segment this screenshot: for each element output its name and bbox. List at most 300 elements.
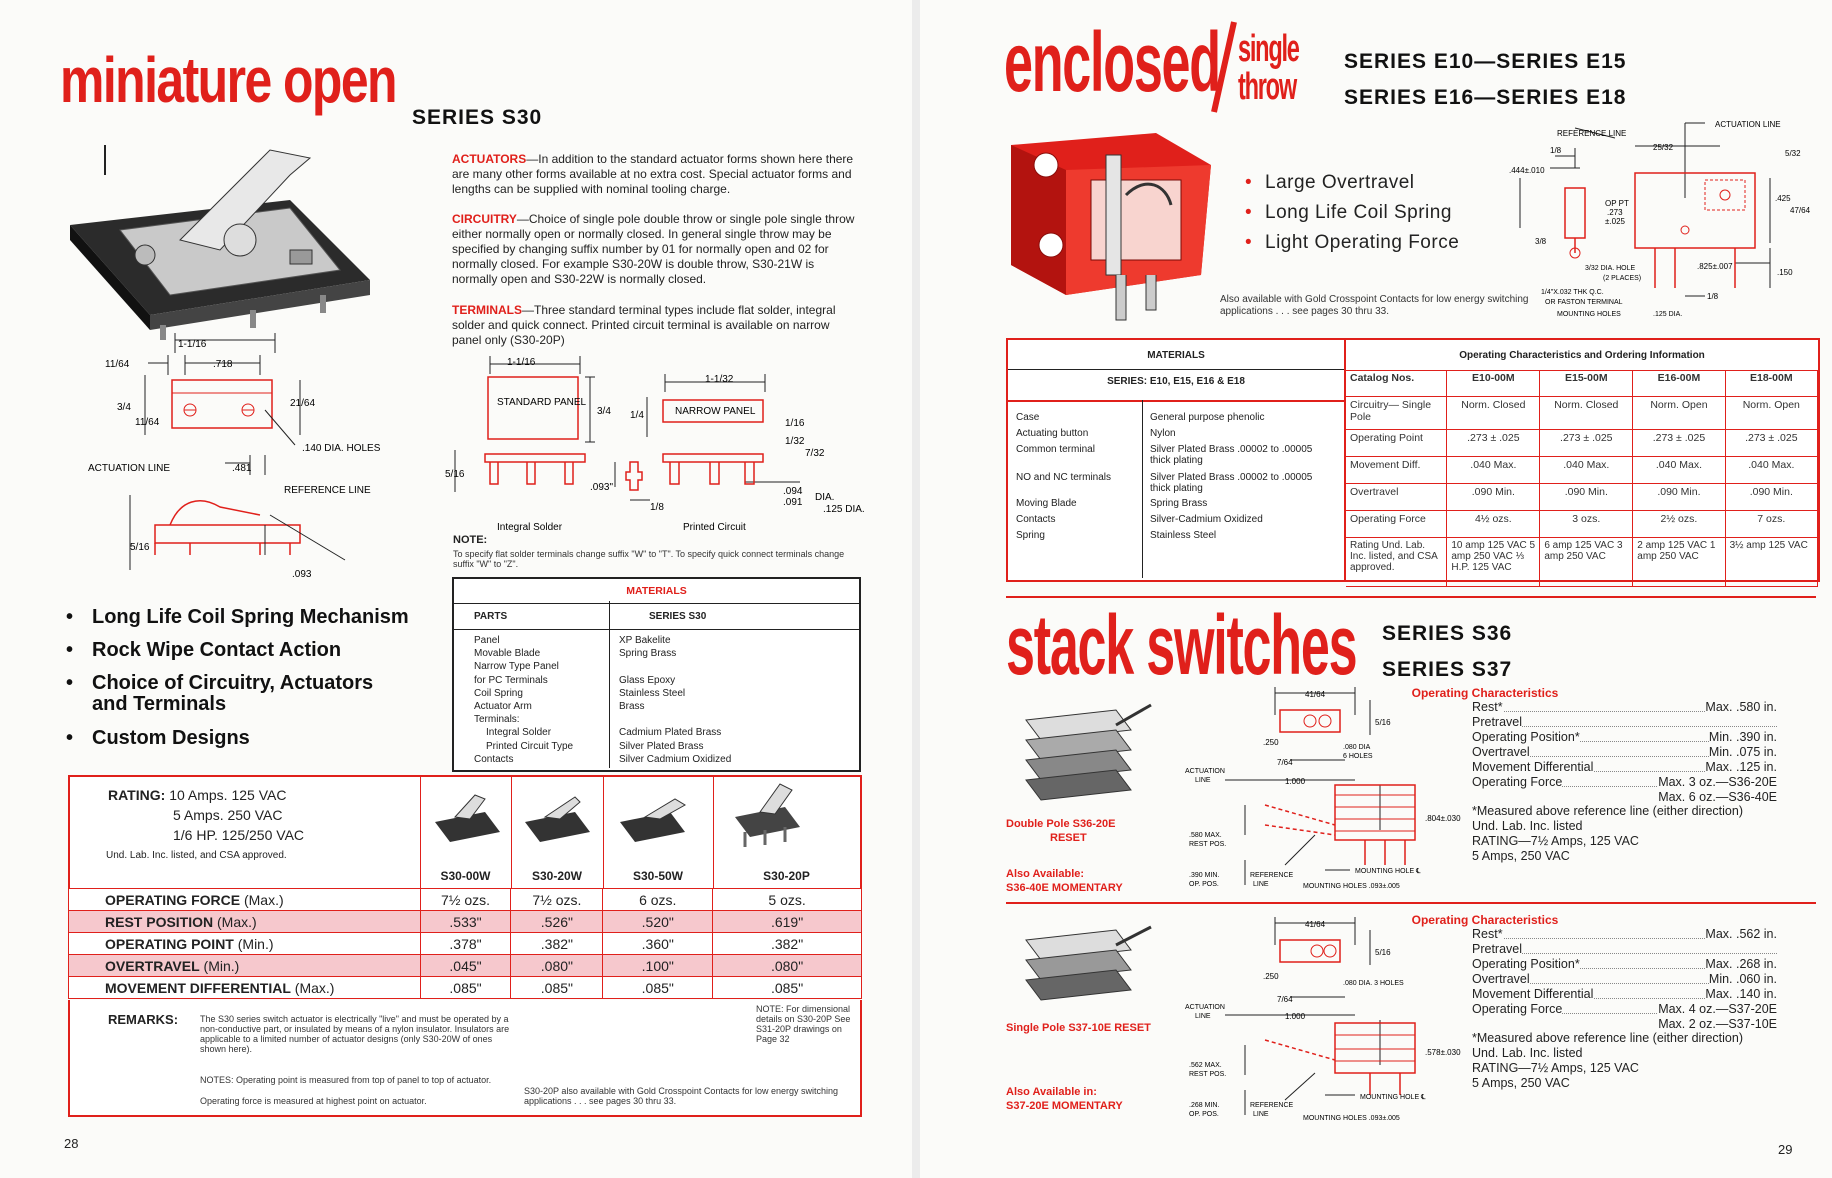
s36-dim-mounting-hole: MOUNTING HOLE ℄ (1355, 868, 1421, 875)
enclosed-materials-rows (1008, 400, 1346, 580)
oc-label: Pretravel (1472, 942, 1523, 956)
s36-dim-1000: 1.000 (1285, 777, 1306, 786)
rating-cell: .085" (713, 977, 862, 999)
opchar-cell: Rating Und. Lab. Inc. listed, and CSA approved. (1346, 538, 1447, 587)
rating-cell: .533" (420, 911, 511, 933)
material-part: Contacts (474, 753, 514, 765)
model-s30-50w: S30-50W (632, 869, 684, 883)
opchar-cell: 6 amp 125 VAC 3 amp 250 VAC (1540, 538, 1633, 587)
oc-row (1472, 760, 1777, 774)
s36-dim-rest-pos: REST POS. (1189, 841, 1227, 848)
oc-value: Max. .125 in. (1705, 760, 1777, 774)
oc-label: Operating Position* (1472, 957, 1580, 971)
switch-image-s30-00w (430, 787, 505, 847)
edim-125-dia: .125 DIA. (1653, 311, 1683, 318)
opchar-cell: .273 ± .025 (1447, 430, 1540, 457)
enclosed-tables (1006, 338, 1820, 582)
rating-cell: .085" (420, 977, 511, 999)
oc-value: Max. .562 in. (1705, 927, 1777, 941)
switch-image-s30-20p (730, 782, 810, 852)
enclosed-material-part: Actuating button (1016, 428, 1089, 439)
rating-cell: 5 ozs. (713, 889, 862, 911)
rating-cell: .619" (713, 911, 862, 933)
edim-825: .825±.007 (1697, 262, 1733, 271)
s36-switch-photo (1006, 690, 1156, 810)
rating-cell: .085" (603, 977, 713, 999)
oc-label: Rest* (1472, 700, 1503, 714)
material-value: Cadmium Plated Brass (619, 727, 722, 739)
heading-slash (1208, 20, 1238, 115)
oc-label: Operating Force (1472, 775, 1563, 789)
rating-row-label (69, 889, 421, 911)
enclosed-material-value: General purpose phenolic (1150, 412, 1265, 423)
enclosed-material-part: Moving Blade (1016, 498, 1077, 509)
rating-cell: 7½ ozs. (511, 889, 603, 911)
bullet-choice-circuitry-cont: and Terminals (92, 693, 227, 715)
bullet-choice-circuitry: • Choice of Circuitry, Actuators (92, 672, 373, 695)
edim-1-8: 1/8 (1550, 146, 1562, 155)
tdim-1-1-32: 1-1/32 (705, 374, 734, 385)
s37-dim-reference: REFERENCE (1250, 1102, 1294, 1109)
opchar-cell: 3½ amp 125 VAC (1725, 538, 1817, 587)
opchar-header-row (1346, 370, 1818, 397)
side-note: NOTE: For dimensional details on S30-20P See S31-20P drawings on Page 32 (756, 1004, 851, 1044)
throw-heading: throw (1238, 66, 1296, 108)
reference-line-label: REFERENCE LINE (284, 485, 371, 496)
s30-switch-photo (60, 130, 380, 340)
opchar-cell: .090 Min. (1633, 484, 1725, 511)
opchar-cell: Movement Diff. (1346, 457, 1447, 484)
oc-label: Operating Force (1472, 1002, 1563, 1016)
rating-cell: .520" (603, 911, 713, 933)
s37-operating-characteristics (1472, 927, 1777, 1037)
s37-dim-7-64: 7/64 (1277, 995, 1293, 1004)
material-value: XP Bakelite (619, 635, 671, 646)
opchar-header: E16-00M (1633, 370, 1725, 397)
bullet-coil-spring: • Long Life Coil Spring Mechanism (92, 606, 409, 629)
rating-cell: .382" (511, 933, 603, 955)
oc-value: Max. 6 oz.—S36-40E (1658, 790, 1777, 804)
s36-caption: Double Pole S36-20E (1006, 818, 1116, 830)
s37-switch-photo (1006, 915, 1156, 1015)
opchar-cell: .090 Min. (1540, 484, 1633, 511)
opchar-cell: 4½ ozs. (1447, 511, 1540, 538)
s36-dim-804: .804±.030 (1425, 814, 1461, 823)
s36-dim-actuation: ACTUATION (1185, 768, 1225, 775)
oc-value: Max. .580 in. (1705, 700, 1777, 714)
edim-actuation-line: ACTUATION LINE (1715, 120, 1781, 129)
oc-row (1472, 1002, 1777, 1016)
narrow-panel-label: NARROW PANEL (675, 406, 756, 417)
opchar-header: E15-00M (1540, 370, 1633, 397)
s36-dim-5-16: 5/16 (1375, 718, 1391, 727)
oc-row (1472, 927, 1777, 941)
s30-20p-gold-note: S30-20P also available with Gold Crosspoint Contacts for low energy switching applications . . . see pages 30 thru 33. (524, 1086, 838, 1106)
opchar-cell: Norm. Closed (1540, 397, 1633, 430)
s30-dimension-drawing (60, 325, 420, 595)
rating-cell: .100" (603, 955, 713, 977)
s36-dim-580-max: .580 MAX. (1189, 832, 1222, 839)
rating-row-name: OPERATING POINT (105, 935, 234, 952)
rating-row-qualifier: (Min.) (199, 957, 240, 974)
s37-dim-268-min: .268 MIN. (1189, 1102, 1220, 1109)
rating-cell: 6 ozs. (603, 889, 713, 911)
terminals-text: —Three standard terminal types include flat solder, integral solder and quick connect. Printed circuit terminal is available on narrow panel only (S30-20P) (452, 303, 836, 347)
material-value: Brass (619, 701, 645, 712)
note-label: NOTE: (453, 534, 488, 546)
enclosed-material-value: Spring Brass (1150, 498, 1208, 509)
s37-und-lab: Und. Lab. Inc. listed (1472, 1046, 1583, 1060)
bullet-large-overtravel: • Large Overtravel (1265, 172, 1415, 194)
enclosed-material-part: Contacts (1016, 514, 1056, 525)
dim-093: .093 (292, 569, 312, 580)
notes-operating-force: Operating force is measured at highest point on actuator. (200, 1096, 427, 1106)
left-page (0, 0, 912, 1178)
bullet-custom-designs: • Custom Designs (92, 727, 250, 750)
rating-box (68, 775, 862, 892)
oc-row (1472, 942, 1777, 956)
rating-row-name: REST POSITION (105, 913, 214, 930)
opchar-cell: 3 ozs. (1540, 511, 1633, 538)
s36-also-label: Also Available: (1006, 868, 1085, 880)
tdim-3-4: 3/4 (597, 406, 611, 417)
s37-dim-act-line: LINE (1195, 1013, 1211, 1020)
rating-cell: .080" (511, 955, 603, 977)
opchar-cell: .040 Max. (1447, 457, 1540, 484)
oc-row (1472, 775, 1777, 789)
s37-dim-562-max: .562 MAX. (1189, 1062, 1222, 1069)
opchar-row (1346, 484, 1818, 511)
enclosed-material-value: Nylon (1150, 428, 1176, 439)
enclosed-heading: enclosed (1004, 15, 1220, 109)
s37-dim-ref-line: LINE (1253, 1111, 1269, 1118)
s37-oc-title: Operating Characteristics (1411, 913, 1559, 927)
material-value: Spring Brass (619, 648, 677, 660)
bullet-light-force: • Light Operating Force (1265, 232, 1459, 254)
materials-title: MATERIALS (626, 585, 687, 597)
edim-3-8: 3/8 (1535, 237, 1547, 246)
s36-dim-mounting-holes: MOUNTING HOLES .093±.005 (1303, 883, 1400, 890)
edim-1-8-b: 1/8 (1707, 292, 1719, 301)
tdim-1-4: 1/4 (630, 410, 644, 421)
oc-row (1472, 957, 1777, 971)
enclosed-material-value: Silver Plated Brass .00002 to .00005 thick plating (1150, 472, 1313, 494)
series-s30-col-header: SERIES S30 (649, 611, 707, 622)
dim-11-64-b: 11/64 (135, 417, 160, 428)
rating-row (69, 889, 862, 911)
s30-ratings-table (68, 888, 862, 999)
series-s36: SERIES S36 (1382, 622, 1513, 645)
s30-materials-table (452, 577, 861, 772)
actuators-paragraph (452, 152, 862, 197)
material-part: Integral Solder (486, 727, 552, 739)
edim-mounting-holes: MOUNTING HOLES (1557, 311, 1621, 318)
oc-label: Movement Differential (1472, 987, 1594, 1001)
actuators-label: ACTUATORS (452, 152, 527, 166)
opchar-title: Operating Characteristics and Ordering Information (1459, 350, 1705, 361)
material-part: for PC Terminals (474, 674, 548, 686)
oc-label: Overtravel (1472, 972, 1530, 986)
s37-dim-1000: 1.000 (1285, 1012, 1306, 1021)
dim-1-1-16: 1-1/16 (178, 339, 207, 350)
opchar-cell: .090 Min. (1725, 484, 1817, 511)
dim-718: .718 (213, 359, 233, 370)
switch-image-s30-20w (520, 787, 595, 847)
s36-rating-2: 5 Amps, 250 VAC (1472, 849, 1570, 863)
opchar-cell: .273 ± .025 (1633, 430, 1725, 457)
stack-switches-heading: stack switches (1006, 598, 1357, 692)
terminal-drawing (445, 352, 875, 532)
material-part: Narrow Type Panel (474, 661, 559, 673)
edim-op-pt: OP PT (1605, 199, 1629, 208)
material-part: Coil Spring (474, 687, 523, 699)
actuators-text: —In addition to the standard actuator forms shown here there are many other forms available at no extra cost. Special actuator forms and lengths can be supplied with nominal tooling charge. (452, 152, 854, 196)
dim-481: .481 (232, 463, 252, 474)
edim-425: .425 (1775, 194, 1791, 203)
enclosed-material-part: Spring (1016, 530, 1045, 541)
s37-dim-5-16: 5/16 (1375, 948, 1391, 957)
opchar-cell: 2½ ozs. (1633, 511, 1725, 538)
edim-025: ±.025 (1605, 217, 1625, 226)
tdim-094: .094 (783, 486, 803, 497)
oc-row (1472, 700, 1777, 714)
rating-cell: .085" (511, 977, 603, 999)
s37-also-model: S37-20E MOMENTARY (1006, 1100, 1123, 1112)
opchar-cell: .273 ± .025 (1725, 430, 1817, 457)
opchar-cell: 2 amp 125 VAC 1 amp 250 VAC (1633, 538, 1725, 587)
rating-line-4: Und. Lab. Inc. listed, and CSA approved. (106, 850, 287, 861)
rating-row-name: OVERTRAVEL (105, 957, 200, 974)
rating-cell: .378" (420, 933, 511, 955)
rating-row (69, 933, 862, 955)
oc-row (1472, 745, 1777, 759)
standard-panel-label: STANDARD PANEL (497, 397, 587, 408)
oc-value: Min. .075 in. (1708, 745, 1777, 759)
edim-2-places: (2 PLACES) (1603, 275, 1642, 282)
opchar-table (1346, 370, 1818, 587)
rating-label: RATING: (108, 787, 166, 803)
oc-label: Overtravel (1472, 745, 1530, 759)
rating-cell: .045" (420, 955, 511, 977)
material-part: Actuator Arm (474, 701, 532, 712)
tdim-7-32: 7/32 (805, 448, 825, 459)
tdim-1-8: 1/8 (650, 502, 664, 513)
rating-row-name: OPERATING FORCE (105, 891, 241, 908)
opchar-cell: .040 Max. (1725, 457, 1817, 484)
rating-cell: .382" (713, 933, 862, 955)
oc-value: Max. 2 oz.—S37-10E (1658, 1017, 1777, 1031)
oc-label: Operating Position* (1472, 730, 1580, 744)
opchar-cell: .273 ± .025 (1540, 430, 1633, 457)
s37-dim-41-64: 41/64 (1305, 920, 1326, 929)
right-page (920, 0, 1832, 1178)
opchar-cell: Norm. Open (1633, 397, 1725, 430)
oc-value: Min. .060 in. (1708, 972, 1777, 986)
s36-dim-250: .250 (1263, 738, 1279, 747)
opchar-cell: Operating Point (1346, 430, 1447, 457)
edim-273: .273 (1607, 208, 1623, 217)
tdim-5-16: 5/16 (445, 469, 465, 480)
model-s30-20p: S30-20P (763, 869, 810, 883)
rating-row-qualifier: (Max.) (240, 891, 284, 908)
circuitry-paragraph (452, 212, 862, 287)
enclosed-materials-title: MATERIALS (1147, 350, 1205, 361)
opchar-cell: 10 amp 125 VAC 5 amp 250 VAC ⅓ H.P. 125 VAC (1447, 538, 1540, 587)
opchar-cell: Operating Force (1346, 511, 1447, 538)
oc-value: Max. .268 in. (1705, 957, 1777, 971)
rating-row-label (69, 911, 421, 933)
s37-dim-actuation: ACTUATION (1185, 1004, 1225, 1011)
opchar-cell: .090 Min. (1447, 484, 1540, 511)
rating-row-label (69, 933, 421, 955)
circuitry-label: CIRCUITRY (452, 212, 517, 226)
edim-150: .150 (1777, 268, 1793, 277)
opchar-cell: Circuitry— Single Pole (1346, 397, 1447, 430)
s37-dimension-drawing (1185, 915, 1475, 1125)
s37-dim-op-pos: OP. POS. (1189, 1111, 1219, 1118)
model-s30-20w: S30-20W (531, 869, 583, 883)
opchar-cell: .040 Max. (1633, 457, 1725, 484)
page-number-28: 28 (64, 1136, 79, 1151)
opchar-row (1346, 397, 1818, 430)
edim-faston: OR FASTON TERMINAL (1545, 299, 1623, 306)
s36-caption-reset: RESET (1050, 832, 1087, 844)
bullet-long-life-spring: • Long Life Coil Spring (1265, 202, 1452, 224)
opchar-row (1346, 457, 1818, 484)
tdim-091: .091 (783, 497, 803, 508)
rating-line-1: 10 Amps. 125 VAC (169, 787, 287, 803)
s36-und-lab: Und. Lab. Inc. listed (1472, 819, 1583, 833)
s36-dim-080-dia: .080 DIA (1343, 744, 1371, 751)
model-s30-00w: S30-00W (440, 869, 491, 883)
page-number-29: 29 (1778, 1142, 1793, 1157)
edim-444: .444±.010 (1509, 166, 1545, 175)
remarks-text: The S30 series switch actuator is electrically "live" and must be operated by a non-conductive part, or insulated by means of a nylon insulator. Insulators are applicable to a limited number of actuator designs (only S30-20W of ones shown here). (200, 1014, 510, 1054)
s36-measured-note: *Measured above reference line (either direction) (1472, 804, 1743, 818)
rating-row-label (69, 955, 421, 977)
s37-measured-note: *Measured above reference line (either direction) (1472, 1031, 1743, 1045)
terminals-paragraph (452, 303, 862, 348)
oc-label: Pretravel (1472, 715, 1523, 729)
oc-row (1472, 972, 1777, 986)
opchar-header: E18-00M (1725, 370, 1817, 397)
material-value: Glass Epoxy (619, 674, 676, 686)
enclosed-material-value: Silver-Cadmium Oxidized (1150, 514, 1263, 525)
s37-dim-578: .578±.030 (1425, 1048, 1461, 1057)
s36-dim-6-holes: 6 HOLES (1343, 753, 1373, 760)
rating-row-name: MOVEMENT DIFFERENTIAL (105, 979, 291, 996)
rating-row (69, 955, 862, 977)
rating-cell: .526" (511, 911, 603, 933)
s36-dim-ref-line: LINE (1253, 881, 1269, 888)
oc-value: Max. .140 in. (1705, 987, 1777, 1001)
series-s37: SERIES S37 (1382, 658, 1513, 681)
edim-reference-line: REFERENCE LINE (1557, 129, 1627, 138)
printed-circuit-label: Printed Circuit (683, 522, 746, 532)
s36-oc-title: Operating Characteristics (1411, 686, 1559, 700)
enclosed-material-part: Case (1016, 412, 1040, 423)
series-s30-label: SERIES S30 (412, 106, 543, 129)
rating-cell: 7½ ozs. (420, 889, 511, 911)
tdim-1-16: 1/16 (785, 418, 805, 429)
material-part: Terminals: (474, 714, 520, 726)
tdim-dia: DIA. (815, 492, 835, 503)
opchar-cell: Norm. Open (1725, 397, 1817, 430)
bullet-rock-wipe: • Rock Wipe Contact Action (92, 639, 341, 662)
edim-47-64: 47/64 (1790, 206, 1811, 215)
s36-also-model: S36-40E MOMENTARY (1006, 882, 1123, 894)
opchar-header: E10-00M (1447, 370, 1540, 397)
tdim-1-32: 1/32 (785, 436, 805, 447)
tdim-093: .093" (590, 482, 614, 493)
oc-label: Rest* (1472, 927, 1503, 941)
dim-5-16: 5/16 (130, 542, 150, 553)
edim-quick-connect: 1/4"X.032 THK Q.C. (1541, 289, 1604, 296)
rating-row (69, 911, 862, 933)
s36-dim-7-64: 7/64 (1277, 758, 1293, 767)
material-part: Movable Blade (474, 648, 541, 660)
oc-value: Max. 4 oz.—S37-20E (1658, 1002, 1777, 1016)
opchar-row (1346, 511, 1818, 538)
s36-dim-41-64: 41/64 (1305, 690, 1326, 699)
enclosed-switch-image (1006, 125, 1226, 325)
s37-rating: RATING—7½ Amps, 125 VAC (1472, 1061, 1639, 1075)
oc-label: Movement Differential (1472, 760, 1594, 774)
oc-row (1472, 730, 1777, 744)
remarks-label: REMARKS: (108, 1012, 179, 1027)
enclosed-materials-subtitle: SERIES: E10, E15, E16 & E18 (1107, 376, 1245, 387)
rating-line-3: 1/6 HP. 125/250 VAC (173, 827, 305, 843)
oc-value: Min. .390 in. (1708, 730, 1777, 744)
parts-col-header: PARTS (474, 611, 508, 622)
opchar-cell: Overtravel (1346, 484, 1447, 511)
s37-rating-2: 5 Amps, 250 VAC (1472, 1076, 1570, 1090)
note-text: To specify flat solder terminals change suffix "W" to "T". To specify quick connect terminals change suffix "W" to "Z". (453, 549, 845, 569)
oc-value: Max. 3 oz.—S36-20E (1658, 775, 1777, 789)
actuation-line-label: ACTUATION LINE (88, 463, 171, 474)
integral-solder-label: Integral Solder (497, 522, 563, 532)
series-e16-e18: SERIES E16—SERIES E18 (1344, 86, 1627, 109)
terminals-label: TERMINALS (452, 303, 522, 317)
s37-dim-250: .250 (1263, 972, 1279, 981)
s37-dim-rest-pos: REST POS. (1189, 1071, 1227, 1078)
dim-3-4: 3/4 (117, 402, 131, 413)
s36-dim-390-min: .390 MIN. (1189, 872, 1220, 879)
dim-140-holes: .140 DIA. HOLES (302, 443, 381, 454)
enclosed-material-part: NO and NC terminals (1016, 472, 1112, 483)
enclosed-dimension-drawing (1505, 118, 1830, 323)
enclosed-material-value: Stainless Steel (1150, 530, 1217, 541)
rating-row-qualifier: (Max.) (213, 913, 257, 930)
s36-rating: RATING—7½ Amps, 125 VAC (1472, 834, 1639, 848)
edim-25-32: 25/32 (1653, 143, 1674, 152)
material-part: Printed Circuit Type (486, 740, 574, 752)
opchar-header: Catalog Nos. (1346, 370, 1447, 397)
enclosed-material-part: Common terminal (1016, 444, 1095, 455)
dim-21-64: 21/64 (290, 398, 316, 409)
opchar-row (1346, 430, 1818, 457)
opchar-row (1346, 538, 1818, 587)
oc-row (1472, 715, 1777, 729)
edim-3-32-hole: 3/32 DIA. HOLE (1585, 265, 1636, 272)
rating-cell: .360" (603, 933, 713, 955)
s36-dimension-drawing (1185, 685, 1475, 895)
s37-also-label: Also Available in: (1006, 1086, 1097, 1098)
opchar-cell: 7 ozs. (1725, 511, 1817, 538)
s36-dim-act-line: LINE (1195, 777, 1211, 784)
rating-line-2: 5 Amps. 250 VAC (173, 807, 283, 823)
s37-dim-080-dia: .080 DIA. 3 HOLES (1343, 980, 1404, 987)
